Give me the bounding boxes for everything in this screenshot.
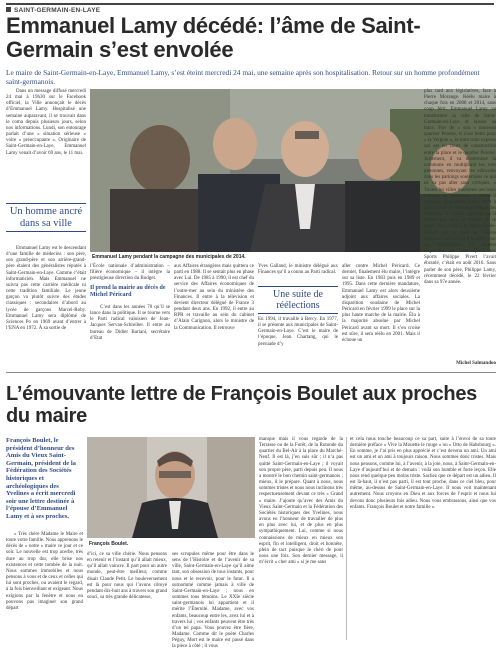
article1-col4-a: Yves Galland, le ministre délégué aux Finances qu’il a connu au Parti radical.: [258, 264, 338, 276]
article1-col2-b: C’est dans les années 70 qu’il se lance dans la politique. Il se tourne vers le Parti radical valoisien de Jean-Jacques Servan-Schreiber. Il entre au bureau de Didier Bariani, secrétaire d’Etat: [90, 305, 170, 341]
article1-photo-caption: Emmanuel Lamy pendant la campagne des municipales de 2014.: [92, 254, 246, 260]
article2-intro: François Boulet, le président d’honneur des Amis du Vieux Saint-Germain, président de la Fédération des Sociétés historiques et archéologiques des Yvelines a écrit mercredi soir une lettre destinée à l’épouse d’Emmanuel Lamy et à ses proches.: [6, 437, 76, 520]
article2-photo-caption: François Boulet.: [89, 541, 129, 547]
article1-subheading: Il prend la mairie au décès de Michel Péricard: [90, 285, 166, 298]
pullquote-text: Un homme ancré dans sa ville: [9, 206, 83, 229]
section-label: SAINT-GERMAIN-EN-LAYE: [6, 3, 494, 14]
pullquote-rule: [6, 203, 86, 204]
article1-col3: aux Affaires étrangères mais quittera ce parti en 1988. Il se sentait plus en phase avec Lui. De 1985 à 1990, il est chef du service des Affaires économiques de l’outre-mer au sein du ministère des Finances. Il entre à la télévision et devient directeur délégué de France 3 pendant deux ans. En 1992, il entre au RPR et travaille au sein du cabinet d’Alain Carignon, alors le ministre de la Communication. Il retrouve: [174, 264, 254, 331]
pullquote-rule: [6, 231, 86, 232]
pullquote-rule: [258, 313, 338, 314]
article2-photo: [87, 437, 255, 538]
section-marker-icon: [6, 7, 11, 12]
column-rule: [346, 437, 347, 640]
article1-col1-top: Dans un message diffusé mercredi 24 mai à 19h30 sur le Facebook officiel, la Ville annonçait le décès d’Emmanuel Lamy. Hospitalisé une semaine auparavant, il se trouvait dans le coma depuis plusieurs jours, selon nos informations. Lundi, son entourage parlait d’une « situation sérieuse » voire « préoccupante ». Originaire de Saint-Germain-en-Laye, Emmanuel Lamy venait d’avoir 69 ans, le 11 mai.: [6, 89, 86, 156]
article1-pullquote-2: [258, 286, 338, 314]
article2-col2: d’ici, ce sa ville chérie. Nous pensons en retenir et l’instant qu’il allait mieux, qu’il allait vaincre. Il part pour un autre monde, peut-être meilleur, comme disait Claude Petit. Le bouleversement est là pour nous qui l’avons côtoyé pendant dix-huit ans à travers son grand souci, sa très grande délicatesse,: [87, 552, 167, 601]
article1-col6: plus tard aux législatives, face à Pierre Morange. Réélu maire à chaque fois en 2008 et 2014, sans coup férir, Emmanuel Lamy va transformer la ville de Saint-Germain-en-Laye et laisser sa trace. Fier de « son » nouveau quartier Pereire, il s’est battu pour « la Vergule », le tram train express qui est en cours de construction entre la place et le quartier Pereire. Justement, il va moderniser la commune en multipliant les rues piétonnes, renvoyant les véhicules dans les parkings souterrains ce qui ne va pas aller sans critiques. « Toutes les villes modernes ont leurs voitures en souterrain », aimait-il rappeler. Emmanuel Lamy était à part au sein du monde politique des Yvelines. Il aimait rappeler qu’il n’était pas dans le moule. Il se serait bien vu élu à la région Île-de-France sur la liste de Valérie Pécresse, nous avait-il soufflé pour ses pourparlers. La récente disparition de son adjoint aux Sports Philippe Pivert l’avait ébranlé, c’était en août 2016. Sans parler de son père, Philippe Lamy, récemment décédé, le 22 février dans sa 97e année.: [424, 89, 496, 285]
article1-col1-bottom: Emmanuel Lamy est le descendant d’une famille de médecins : son père, son grand-père et son arrière-grand-père étaient des généralistes réputés à Saint-Germain-en-Laye. Comme c’était informaticien. Mais Emmanuel ne suivra pas cette carrière médicale ni cette tradition familiale. Le jeune garçon va plutôt suivre des études classiques : secondaires d’abord au lycée de garçons Marcel-Roby. Emmanuel Lamy sera diplômé de Sciences Po en 1969 avant d’entrer à l’ENA en 1972. À sa sortie de: [6, 246, 86, 332]
article1-col2: l’École nationale d’administration – filière économique – il intègre la prestigieuse direction du Budget.: [90, 264, 170, 282]
article1-headline: Emmanuel Lamy décédé: l’âme de Saint-Germain s’est envolée: [6, 13, 421, 62]
article2-col3: ses scrupules même pour être dans le sens de l’Histoire et de l’avenir de sa ville, Saint-Germain-en-Laye qu’il aime tant, son obsession de tous instants, pour nous et le recevoir, pour le futur. Il a surnommé comme jamais à ville de Saint-Germain-en-Laye ; nous en sommes tous témoins. Le XXIe siècle saint-germanois lui appartient et il mérite l’Éternité. Madame, avec vos enfants, beaucoup entre les, avez lui et à travers lui ; vos enfants peuvent être très d’un tel papa. Vous pouvez être fière, Madame. Comme dit le poète Charles Péguy, Mort est le maire est passé dans la pièce à côté ; il vous: [172, 552, 254, 650]
article1-signature: Michel Salmandoo: [456, 361, 496, 366]
article2-headline: L’émouvante lettre de François Boulet aux proches du maire: [6, 383, 477, 427]
article1-col4-b: En 1994, il travaille à Bercy. En 1977, il se présente aux municipales de Saint-Germain-en-Laye. C’est le maire de l’époque, Jean Chartang, qui le persuade d’y: [258, 317, 338, 347]
article1-col5: aller contre Michel Péricard. Ce dernier, finalement élu maire, l’intègre sur sa liste. En 1983 puis en 1989 et 1995. Dans cette dernière mandature, Emmanuel Lamy est alors deuxième adjoint aux affaires sociales. La disparition soudaine de Michel Péricard en février 1999 le place sur la plus haute marche de la mairie. Élu à la majorité absolue par Michel Péricard avant sa mort. Il s’en croise est sûre, il sera réélu en 2001. Mais il échoue un: [342, 264, 420, 343]
article1-pullquote-1: [6, 203, 86, 232]
article2-col4: manque mais il vous regarde de la Terrasse ou de la Forêt, de la Rotonde du quartier du Bel-Air à la place du Marché-Neuf. Il est là, j’en suis sûr ; il n’a pas quitté Saint-Germain-en-Laye ; il voyait son propre père, parti depuis peu. Il nous a montré le bon chemin saint-germanois ; mieux, il le prépare. Quant à nous, nous sommes tristes et nous nous inclinons très respectueusement devant ce très « Grand » maire. J’ajoute qu’avec des Amis du Vieux Saint-Germain et la Fédération des Sociétés historiques des Yvelines, nous avons eu l’honneur de travailler de plus en plus avec lui, et de plus en plus sympathiquement. Lui, comme si nous connaissions de mieux en mieux son esprit, fin et intelligent, droit et honnête, plein de tact puisque le chéri de pour nous une fois. Son dernier message, il m’écrit « cher ami » si je me sans: [259, 437, 343, 566]
article2-col5: et cela nous touche beaucoup ce sa part, suite à l’envoi de sa toute dernière préface « Vive la Mouette le rouge » ou « Otto de Habsbourg ». En somme, je l’ai pris en plus apprécié et c’est devenu un ami. Un ami est un ami et un ami à toujours raison. Nous sommes donc tristes. Mais nous pensons, comme lui, à l’avenir, à la joie, nous, à Saint-Germain-en-Laye d’aujourd’hui et de demain : voilà son humble et forte leçon. Elle nous rend quelque peu moins triste. Sachez que ce départ est un adieu. Il est là-haut, il n’est pas parti, il est tout proche, dans ce ciel bleu, pour même, au-dessus de Saint-Germain-en-Laye. Il nous voit maintenant autrement. Nous croyons en Dieu et aux forces de l’esprit et nous lui devons donc plusieurs fois adieu. Nous vous embrassons, ainsi que vos enfants. François Boulet et notre famille ».: [350, 437, 496, 510]
article2-col1-body: « Très chère Madame le Maire et toute votre famille. Nous apprenons le décès de « notre » maire ce jour et ce soir. Le nouvelle est trop acerbe, très dure au trop dur, elle brise nos existences et cette tombée de la nuit. Nous sommes immobiles et nous pensons à vous et de ceux et celles qui lui sont proches, ou avaient le regard, à la fois bienveillant et exigeant. Nous exigions par la fenêtre et nous en pouvons pas imaginer son grand départ: [6, 532, 83, 611]
pullquote-rule: [258, 286, 338, 287]
article-divider: [6, 372, 496, 373]
francois-boulet-photo: [87, 437, 255, 538]
article1-lead: Le maire de Saint-Germain-en-Laye, Emmanuel Lamy, s’est éteint mercredi 24 mai, une semaine après son hospitalisation. Retour sur un homme profondément saint-germanois.: [6, 68, 480, 86]
pullquote-text: Une suite de réélections: [273, 289, 323, 311]
